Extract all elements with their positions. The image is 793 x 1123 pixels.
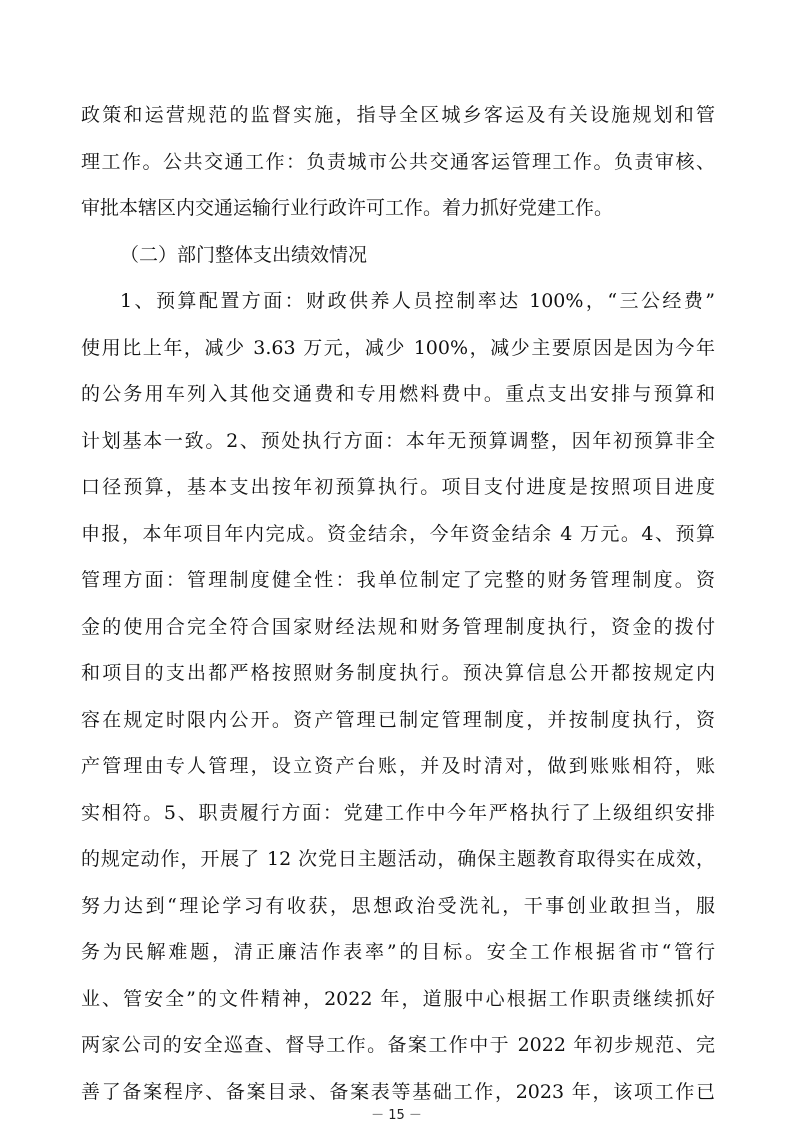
text-line: 业、管安全”的文件精神，2022 年，道服中心根据工作职责继续抓好	[81, 988, 715, 1010]
text-line: 使用比上年，减少 3.63 万元，减少 100%，减少主要原因是因为今年	[81, 337, 715, 359]
text-line: 务为民解难题，清正廉洁作表率”的目标。安全工作根据省市“管行	[81, 941, 715, 963]
text-line: 实相符。5、职责履行方面：党建工作中今年严格执行了上级组织安排	[81, 802, 715, 824]
text-line: 的公务用车列入其他交通费和专用燃料费中。重点支出安排与预算和	[81, 383, 715, 405]
text-line: 努力达到“理论学习有收获，思想政治受洗礼，干事创业敢担当，服	[81, 895, 715, 917]
page-number: － 15 －	[371, 1108, 422, 1123]
text-line: 1、预算配置方面：财政供养人员控制率达 100%，“三公经费”	[120, 290, 715, 312]
text-line: 容在规定时限内公开。资产管理已制定管理制度，并按制度执行，资	[81, 709, 715, 731]
text-line: 申报，本年项目年内完成。资金结余，今年资金结余 4 万元。4、预算	[81, 523, 715, 545]
section-heading: （二）部门整体支出绩效情况	[120, 244, 368, 266]
text-line: 计划基本一致。2、预处执行方面：本年无预算调整，因年初预算非全	[81, 430, 715, 452]
text-line: 理工作。公共交通工作：负责城市公共交通客运管理工作。负责审核、	[81, 151, 715, 173]
text-line: 审批本辖区内交通运输行业行政许可工作。着力抓好党建工作。	[81, 197, 614, 219]
text-line: 两家公司的安全巡查、督导工作。备案工作中于 2022 年初步规范、完	[81, 1034, 715, 1056]
text-line: 管理方面：管理制度健全性：我单位制定了完整的财务管理制度。资	[81, 569, 715, 591]
text-line: 金的使用合完全符合国家财经法规和财务管理制度执行，资金的拨付	[81, 616, 715, 638]
text-line: 产管理由专人管理，设立资产台账，并及时清对，做到账账相符，账	[81, 755, 715, 777]
text-line: 和项目的支出都严格按照财务制度执行。预决算信息公开都按规定内	[81, 662, 715, 684]
text-line: 政策和运营规范的监督实施，指导全区城乡客运及有关设施规划和管	[81, 104, 715, 126]
text-line: 口径预算，基本支出按年初预算执行。项目支付进度是按照项目进度	[81, 476, 715, 498]
text-line: 善了备案程序、备案目录、备案表等基础工作，2023 年，该项工作已	[81, 1081, 715, 1103]
text-line: 的规定动作，开展了 12 次党日主题活动，确保主题教育取得实在成效，	[81, 848, 715, 870]
